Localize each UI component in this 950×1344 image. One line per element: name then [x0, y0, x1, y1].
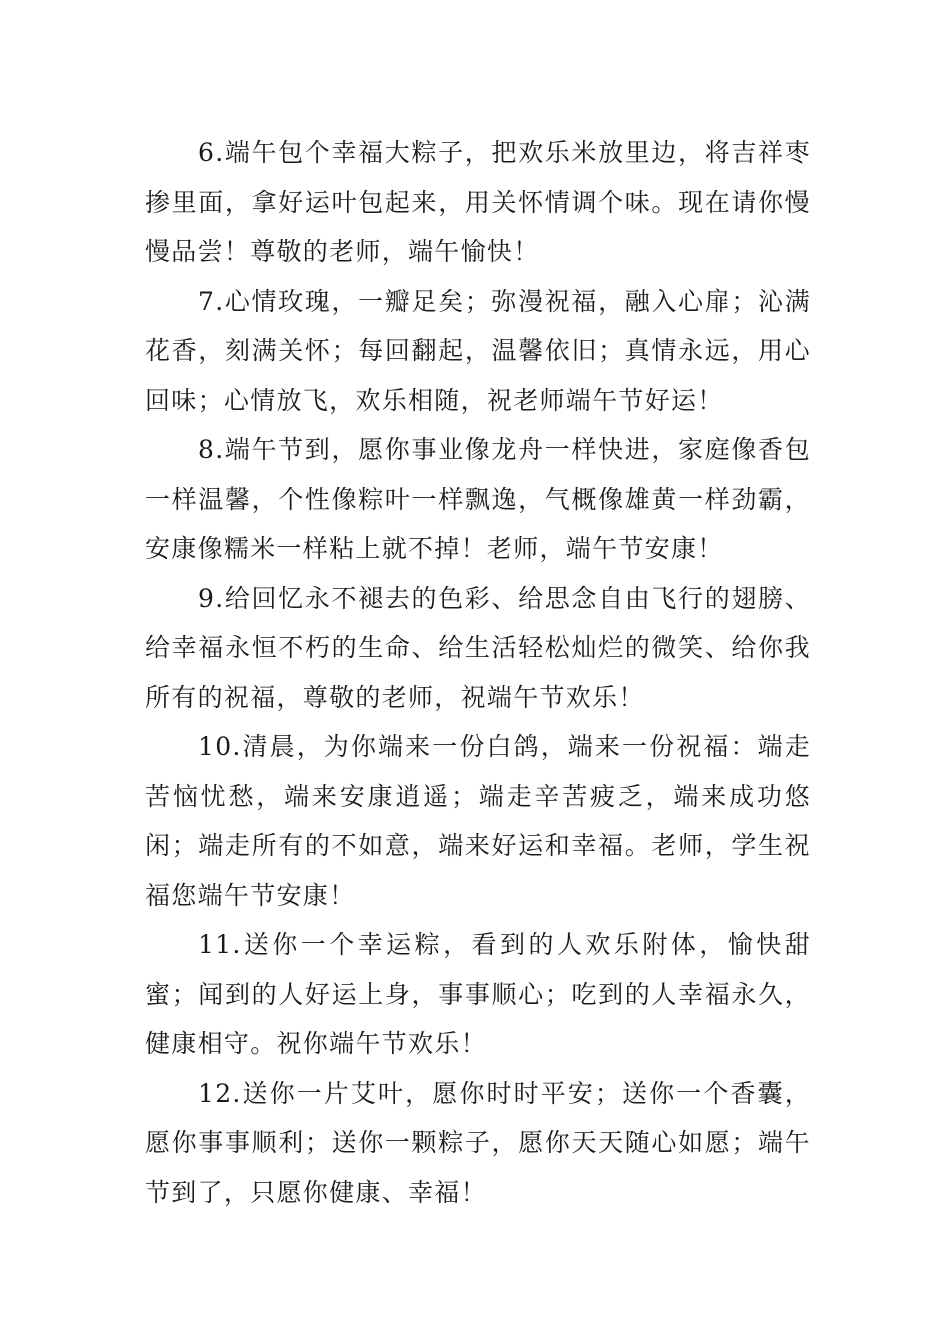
- paragraph-6: 6.端午包个幸福大粽子，把欢乐米放里边，将吉祥枣掺里面，拿好运叶包起来，用关怀情调个味。现在请你慢慢品尝！尊敬的老师，端午愉快！: [145, 138, 811, 266]
- paragraph-9: 9.给回忆永不褪去的色彩、给思念自由飞行的翅膀、给幸福永恒不朽的生命、给生活轻松灿烂的微笑、给你我所有的祝福，尊敬的老师，祝端午节欢乐！: [145, 583, 811, 712]
- paragraph-8: 8.端午节到，愿你事业像龙舟一样快进，家庭像香包一样温馨，个性像粽叶一样飘逸，气概像雄黄一样劲霸，安康像糯米一样粘上就不掉！老师，端午节安康！: [145, 435, 811, 563]
- document-body: [145, 128, 811, 1217]
- paragraph-7: 7.心情玫瑰，一瓣足矣；弥漫祝福，融入心扉；沁满花香，刻满关怀；每回翻起，温馨依旧；真情永远，用心回味；心情放飞，欢乐相随，祝老师端午节好运！: [145, 286, 811, 415]
- paragraph-12: 12.送你一片艾叶，愿你时时平安；送你一个香囊，愿你事事顺利；送你一颗粽子，愿你天天随心如愿；端午节到了，只愿你健康、幸福！: [145, 1078, 811, 1207]
- paragraph-10: 10.清晨，为你端来一份白鸽，端来一份祝福：端走苦恼忧愁，端来安康逍遥；端走辛苦疲乏，端来成功悠闲；端走所有的不如意，端来好运和幸福。老师，学生祝福您端午节安康！: [145, 732, 811, 910]
- paragraph-11: 11.送你一个幸运粽，看到的人欢乐附体，愉快甜蜜；闻到的人好运上身，事事顺心；吃到的人幸福永久，健康相守。祝你端午节欢乐！: [145, 930, 811, 1058]
